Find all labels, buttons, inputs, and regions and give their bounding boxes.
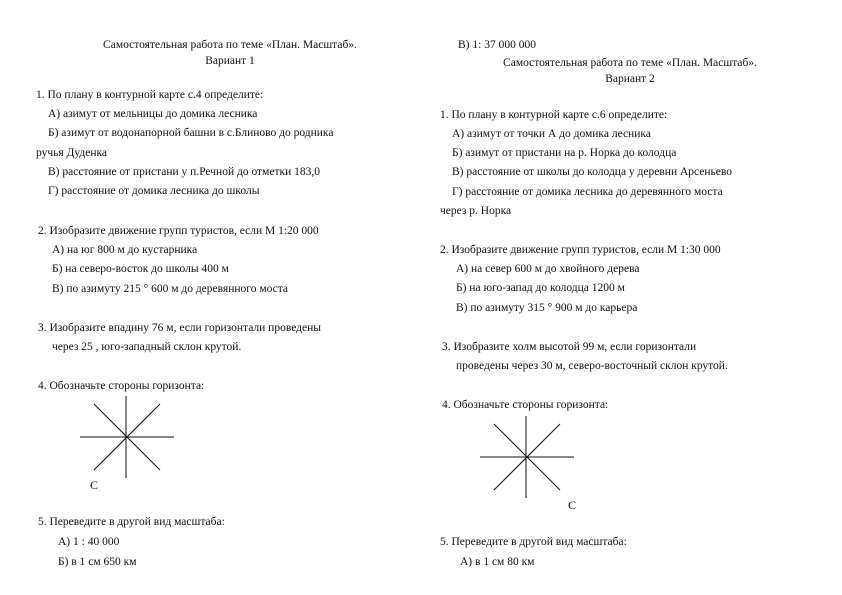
left-q5-a: А) 1 : 40 000: [58, 536, 120, 548]
left-q2-c: В) по азимуту 215 ° 600 м до деревянного моста: [52, 283, 289, 295]
left-q1-d: Г) расстояние от домика лесника до школы: [48, 185, 260, 197]
left-q2-b: Б) на северо-восток до школы 400 м: [52, 263, 229, 275]
left-rose-label: С: [90, 478, 99, 492]
right-q4-heading: 4. Обозначьте стороны горизонта:: [442, 399, 609, 411]
right-q1-d1: Г) расстояние от домика лесника до деревянного моста: [452, 186, 723, 198]
right-q1-heading: 1. По плану в контурной карте с.6 определите:: [440, 109, 668, 121]
left-q3-line2: через 25 , юго-западный склон крутой.: [52, 341, 242, 353]
right-q3-line1: 3. Изобразите холм высотой 99 м, если горизонтали: [442, 341, 697, 353]
left-q1-a: А) азимут от мельницы до домика лесника: [48, 108, 258, 120]
left-q1-heading: 1. По плану в контурной карте с.4 определите:: [36, 89, 264, 101]
left-q3-line1: 3. Изобразите впадину 76 м, если горизонтали проведены: [38, 322, 321, 334]
right-q2-c: В) по азимуту 315 ° 900 м до карьера: [456, 302, 638, 314]
left-q1-b2: ручья Дуденка: [36, 147, 108, 159]
left-q1-b1: Б) азимут от водонапорной башни в с.Блиново до родника: [48, 127, 334, 139]
right-q5-a: А) в 1 см 80 км: [460, 556, 535, 568]
right-q2-heading: 2. Изобразите движение групп туристов, если М 1:30 000: [440, 244, 721, 256]
right-top-item: В) 1: 37 000 000: [458, 39, 536, 51]
compass-rose-right: [478, 414, 578, 500]
left-title: Самостоятельная работа по теме «План. Масштаб».: [103, 39, 357, 51]
left-q5-heading: 5. Переведите в другой вид масштаба:: [38, 516, 225, 528]
right-q5-heading: 5. Переведите в другой вид масштаба:: [440, 536, 627, 548]
right-title: Самостоятельная работа по теме «План. Масштаб».: [503, 57, 757, 69]
right-q3-line2: проведены через 30 м, северо-восточный склон крутой.: [456, 360, 728, 372]
right-variant: Вариант 2: [605, 73, 655, 85]
right-q1-c: В) расстояние от школы до колодца у деревни Арсеньево: [452, 166, 732, 178]
right-q1-b: Б) азимут от пристани на р. Норка до колодца: [452, 147, 677, 159]
left-q5-b: Б) в 1 см 650 км: [58, 556, 137, 568]
right-rose-label: С: [568, 498, 577, 512]
right-q1-d2: через р. Норка: [440, 205, 512, 217]
left-q2-heading: 2. Изобразите движение групп туристов, если М 1:20 000: [38, 225, 319, 237]
right-q1-a: А) азимут от точки А до домика лесника: [452, 128, 651, 140]
left-q1-c: В) расстояние от пристани у п.Речной до отметки 183,0: [48, 166, 320, 178]
left-q4-heading: 4. Обозначьте стороны горизонта:: [38, 380, 205, 392]
right-q2-a: А) на север 600 м до хвойного дерева: [456, 263, 640, 275]
compass-rose-left: [78, 394, 178, 480]
right-q2-b: Б) на юго-запад до колодца 1200 м: [456, 282, 625, 294]
left-variant: Вариант 1: [205, 55, 255, 67]
left-q2-a: А) на юг 800 м до кустарника: [52, 244, 198, 256]
